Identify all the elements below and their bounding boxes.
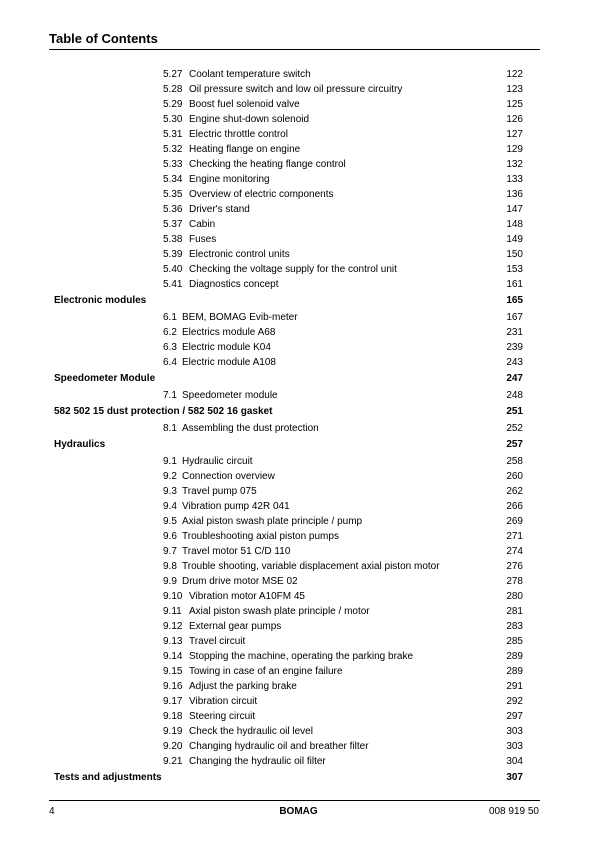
toc-entry-number: 9.9 xyxy=(163,576,177,587)
toc-entry[interactable] xyxy=(0,203,597,218)
toc-entry-number: 5.31 xyxy=(163,129,183,140)
toc-entry-number: 9.12 xyxy=(163,621,183,632)
toc-entry-page: 147 xyxy=(506,204,523,215)
toc-entry-title: 582 502 15 dust protection / 582 502 16 gasket xyxy=(54,406,273,417)
toc-entry-title: Changing hydraulic oil and breather filter xyxy=(189,741,369,752)
footer-rule xyxy=(49,800,540,801)
toc-entry-number: 5.30 xyxy=(163,114,183,125)
toc-chapter-entry[interactable] xyxy=(0,771,597,786)
toc-entry[interactable] xyxy=(0,590,597,605)
toc-entry-page: 132 xyxy=(506,159,523,170)
toc-entry-title: Travel motor 51 C/D 110 xyxy=(182,546,291,557)
toc-entry-number: 6.4 xyxy=(163,357,177,368)
toc-entry[interactable] xyxy=(0,356,597,371)
toc-entry-page: 149 xyxy=(506,234,523,245)
toc-entry-page: 281 xyxy=(506,606,523,617)
toc-entry[interactable] xyxy=(0,695,597,710)
toc-entry[interactable] xyxy=(0,665,597,680)
toc-entry[interactable] xyxy=(0,725,597,740)
toc-entry[interactable] xyxy=(0,68,597,83)
toc-entry-title: Diagnostics concept xyxy=(189,279,279,290)
toc-entry-title: Troubleshooting axial piston pumps xyxy=(182,531,339,542)
toc-entry-page: 239 xyxy=(506,342,523,353)
footer-page-number: 4 xyxy=(49,806,55,817)
toc-entry-page: 148 xyxy=(506,219,523,230)
toc-entry[interactable] xyxy=(0,680,597,695)
toc-entry-title: Adjust the parking brake xyxy=(189,681,297,692)
toc-entry-title: Steering circuit xyxy=(189,711,256,722)
toc-entry-title: Trouble shooting, variable displacement axial piston motor xyxy=(182,561,440,572)
toc-entry-page: 304 xyxy=(506,756,523,767)
toc-entry-number: 9.14 xyxy=(163,651,183,662)
toc-entry-title: Cabin xyxy=(189,219,216,230)
toc-entry-title: External gear pumps xyxy=(189,621,282,632)
toc-entry-title: Axial piston swash plate principle / pump xyxy=(182,516,363,527)
toc-entry-page: 167 xyxy=(506,312,523,323)
toc-entry-title: Engine monitoring xyxy=(189,174,270,185)
toc-entry-page: 153 xyxy=(506,264,523,275)
toc-entry-title: Drum drive motor MSE 02 xyxy=(182,576,298,587)
toc-entry[interactable] xyxy=(0,605,597,620)
toc-entry-page: 122 xyxy=(506,69,523,80)
toc-entry[interactable] xyxy=(0,113,597,128)
toc-entry-number: 9.17 xyxy=(163,696,183,707)
toc-entry-page: 278 xyxy=(506,576,523,587)
toc-entry-page: 243 xyxy=(506,357,523,368)
toc-entry[interactable] xyxy=(0,530,597,545)
toc-entry-number: 9.1 xyxy=(163,456,177,467)
toc-entry-number: 9.6 xyxy=(163,531,177,542)
toc-entry[interactable] xyxy=(0,620,597,635)
toc-entry-number: 9.4 xyxy=(163,501,177,512)
toc-chapter-entry[interactable] xyxy=(0,294,597,309)
toc-entry-page: 247 xyxy=(506,373,523,384)
toc-entry-title: Vibration pump 42R 041 xyxy=(182,501,290,512)
toc-entry-title: Heating flange on engine xyxy=(189,144,301,155)
toc-entry-page: 251 xyxy=(506,406,523,417)
toc-entry-page: 126 xyxy=(506,114,523,125)
toc-entry-title: Assembling the dust protection xyxy=(182,423,319,434)
toc-entry-page: 262 xyxy=(506,486,523,497)
toc-entry-number: 9.7 xyxy=(163,546,177,557)
toc-entry-page: 125 xyxy=(506,99,523,110)
footer-brand: BOMAG xyxy=(279,806,318,817)
toc-entry-page: 291 xyxy=(506,681,523,692)
toc-entry-page: 136 xyxy=(506,189,523,200)
toc-entry[interactable] xyxy=(0,710,597,725)
toc-entry-title: Connection overview xyxy=(182,471,275,482)
toc-entry-page: 127 xyxy=(506,129,523,140)
toc-entry-title: Axial piston swash plate principle / motor xyxy=(189,606,370,617)
page-title: Table of Contents xyxy=(49,31,158,46)
toc-entry[interactable] xyxy=(0,470,597,485)
toc-entry-number: 6.1 xyxy=(163,312,177,323)
toc-entry[interactable] xyxy=(0,233,597,248)
toc-entry-number: 9.11 xyxy=(163,606,182,617)
toc-entry-page: 297 xyxy=(506,711,523,722)
toc-entry-page: 307 xyxy=(506,772,523,783)
toc-entry-page: 303 xyxy=(506,741,523,752)
toc-entry-title: Hydraulics xyxy=(54,439,106,450)
toc-entry-title: Tests and adjustments xyxy=(54,772,162,783)
toc-entry-title: BEM, BOMAG Evib-meter xyxy=(182,312,298,323)
toc-entry-page: 129 xyxy=(506,144,523,155)
toc-entry[interactable] xyxy=(0,455,597,470)
toc-entry[interactable] xyxy=(0,311,597,326)
toc-entry-number: 5.40 xyxy=(163,264,183,275)
toc-entry-page: 271 xyxy=(506,531,523,542)
toc-entry-page: 283 xyxy=(506,621,523,632)
toc-entry-number: 8.1 xyxy=(163,423,177,434)
toc-entry-number: 5.38 xyxy=(163,234,183,245)
toc-entry-number: 9.8 xyxy=(163,561,177,572)
toc-entry-title: Towing in case of an engine failure xyxy=(189,666,343,677)
toc-entry-number: 5.33 xyxy=(163,159,183,170)
toc-entry-number: 5.32 xyxy=(163,144,183,155)
toc-entry[interactable] xyxy=(0,158,597,173)
toc-entry-page: 274 xyxy=(506,546,523,557)
toc-entry-number: 5.36 xyxy=(163,204,183,215)
toc-entry-page: 260 xyxy=(506,471,523,482)
toc-entry-title: Oil pressure switch and low oil pressure circuitry xyxy=(189,84,403,95)
toc-entry-page: 289 xyxy=(506,666,523,677)
toc-entry[interactable] xyxy=(0,143,597,158)
toc-entry[interactable] xyxy=(0,326,597,341)
toc-entry-number: 5.41 xyxy=(163,279,183,290)
toc-entry-title: Coolant temperature switch xyxy=(189,69,311,80)
toc-entry-title: Speedometer Module xyxy=(54,373,156,384)
toc-entry-number: 5.34 xyxy=(163,174,183,185)
toc-entry-title: Electric module K04 xyxy=(182,342,271,353)
toc-entry-number: 9.10 xyxy=(163,591,183,602)
toc-entry-page: 231 xyxy=(506,327,523,338)
toc-entry[interactable] xyxy=(0,485,597,500)
toc-entry[interactable] xyxy=(0,422,597,437)
toc-entry-number: 9.2 xyxy=(163,471,177,482)
toc-entry-title: Checking the heating flange control xyxy=(189,159,346,170)
toc-entry-title: Overview of electric components xyxy=(189,189,334,200)
toc-entry-page: 248 xyxy=(506,390,523,401)
toc-entry-page: 123 xyxy=(506,84,523,95)
toc-entry-title: Stopping the machine, operating the parking brake xyxy=(189,651,414,662)
toc-chapter-entry[interactable] xyxy=(0,438,597,453)
toc-entry-number: 9.3 xyxy=(163,486,177,497)
toc-entry-page: 269 xyxy=(506,516,523,527)
toc-entry-page: 292 xyxy=(506,696,523,707)
toc-entry-page: 276 xyxy=(506,561,523,572)
toc-entry[interactable] xyxy=(0,635,597,650)
toc-entry-number: 7.1 xyxy=(163,390,177,401)
toc-entry-title: Electrics module A68 xyxy=(182,327,276,338)
toc-entry-number: 9.16 xyxy=(163,681,183,692)
toc-entry-number: 5.29 xyxy=(163,99,183,110)
toc-entry-number: 9.13 xyxy=(163,636,183,647)
toc-entry-title: Check the hydraulic oil level xyxy=(189,726,313,737)
toc-entry[interactable] xyxy=(0,500,597,515)
toc-entry-number: 5.39 xyxy=(163,249,183,260)
toc-entry-title: Hydraulic circuit xyxy=(182,456,253,467)
toc-entry-number: 5.35 xyxy=(163,189,183,200)
toc-entry-number: 5.28 xyxy=(163,84,183,95)
toc-entry-title: Engine shut-down solenoid xyxy=(189,114,310,125)
toc-entry[interactable] xyxy=(0,173,597,188)
toc-entry[interactable] xyxy=(0,515,597,530)
toc-entry-title: Vibration motor A10FM 45 xyxy=(189,591,305,602)
toc-entry-page: 133 xyxy=(506,174,523,185)
toc-entry[interactable] xyxy=(0,755,597,770)
toc-entry-number: 5.37 xyxy=(163,219,183,230)
toc-entry[interactable] xyxy=(0,389,597,404)
toc-entry-title: Changing the hydraulic oil filter xyxy=(189,756,326,767)
toc-entry-title: Electronic control units xyxy=(189,249,290,260)
toc-entry-page: 150 xyxy=(506,249,523,260)
toc-entry-title: Vibration circuit xyxy=(189,696,258,707)
toc-entry-title: Driver's stand xyxy=(189,204,250,215)
toc-entry-number: 6.3 xyxy=(163,342,177,353)
toc-entry-page: 258 xyxy=(506,456,523,467)
toc-entry-page: 165 xyxy=(506,295,523,306)
toc-entry-title: Fuses xyxy=(189,234,217,245)
toc-entry-page: 252 xyxy=(506,423,523,434)
toc-entry[interactable] xyxy=(0,545,597,560)
toc-entry-title: Travel pump 075 xyxy=(182,486,257,497)
toc-entry-page: 257 xyxy=(506,439,523,450)
toc-entry[interactable] xyxy=(0,83,597,98)
toc-entry-title: Speedometer module xyxy=(182,390,278,401)
header-rule xyxy=(49,49,540,50)
toc-entry-number: 9.19 xyxy=(163,726,183,737)
toc-entry-number: 9.5 xyxy=(163,516,177,527)
toc-entry[interactable] xyxy=(0,650,597,665)
toc-entry-number: 9.20 xyxy=(163,741,183,752)
toc-entry[interactable] xyxy=(0,740,597,755)
toc-entry[interactable] xyxy=(0,248,597,263)
toc-entry-page: 161 xyxy=(506,279,523,290)
toc-entry-title: Electric throttle control xyxy=(189,129,288,140)
toc-entry-number: 9.18 xyxy=(163,711,183,722)
toc-entry[interactable] xyxy=(0,218,597,233)
toc-entry[interactable] xyxy=(0,278,597,293)
toc-entry-page: 266 xyxy=(506,501,523,512)
toc-entry-title: Electronic modules xyxy=(54,295,147,306)
toc-entry-title: Checking the voltage supply for the control unit xyxy=(189,264,397,275)
toc-entry-page: 289 xyxy=(506,651,523,662)
toc-entry[interactable] xyxy=(0,263,597,278)
toc-chapter-entry[interactable] xyxy=(0,372,597,387)
toc-entry[interactable] xyxy=(0,560,597,575)
toc-entry[interactable] xyxy=(0,128,597,143)
toc-chapter-entry[interactable] xyxy=(0,405,597,420)
toc-entry-title: Boost fuel solenoid valve xyxy=(189,99,300,110)
toc-entry-number: 9.21 xyxy=(163,756,183,767)
toc-entry-number: 9.15 xyxy=(163,666,183,677)
toc-entry-page: 285 xyxy=(506,636,523,647)
toc-entry-page: 280 xyxy=(506,591,523,602)
toc-entry-page: 303 xyxy=(506,726,523,737)
toc-entry-number: 5.27 xyxy=(163,69,183,80)
toc-entry-title: Electric module A108 xyxy=(182,357,276,368)
toc-entry[interactable] xyxy=(0,188,597,203)
toc-entry[interactable] xyxy=(0,341,597,356)
toc-entry-title: Travel circuit xyxy=(189,636,246,647)
toc-entry-number: 6.2 xyxy=(163,327,177,338)
footer-doc-number: 008 919 50 xyxy=(488,806,539,817)
toc-entry[interactable] xyxy=(0,575,597,590)
toc-entry[interactable] xyxy=(0,98,597,113)
